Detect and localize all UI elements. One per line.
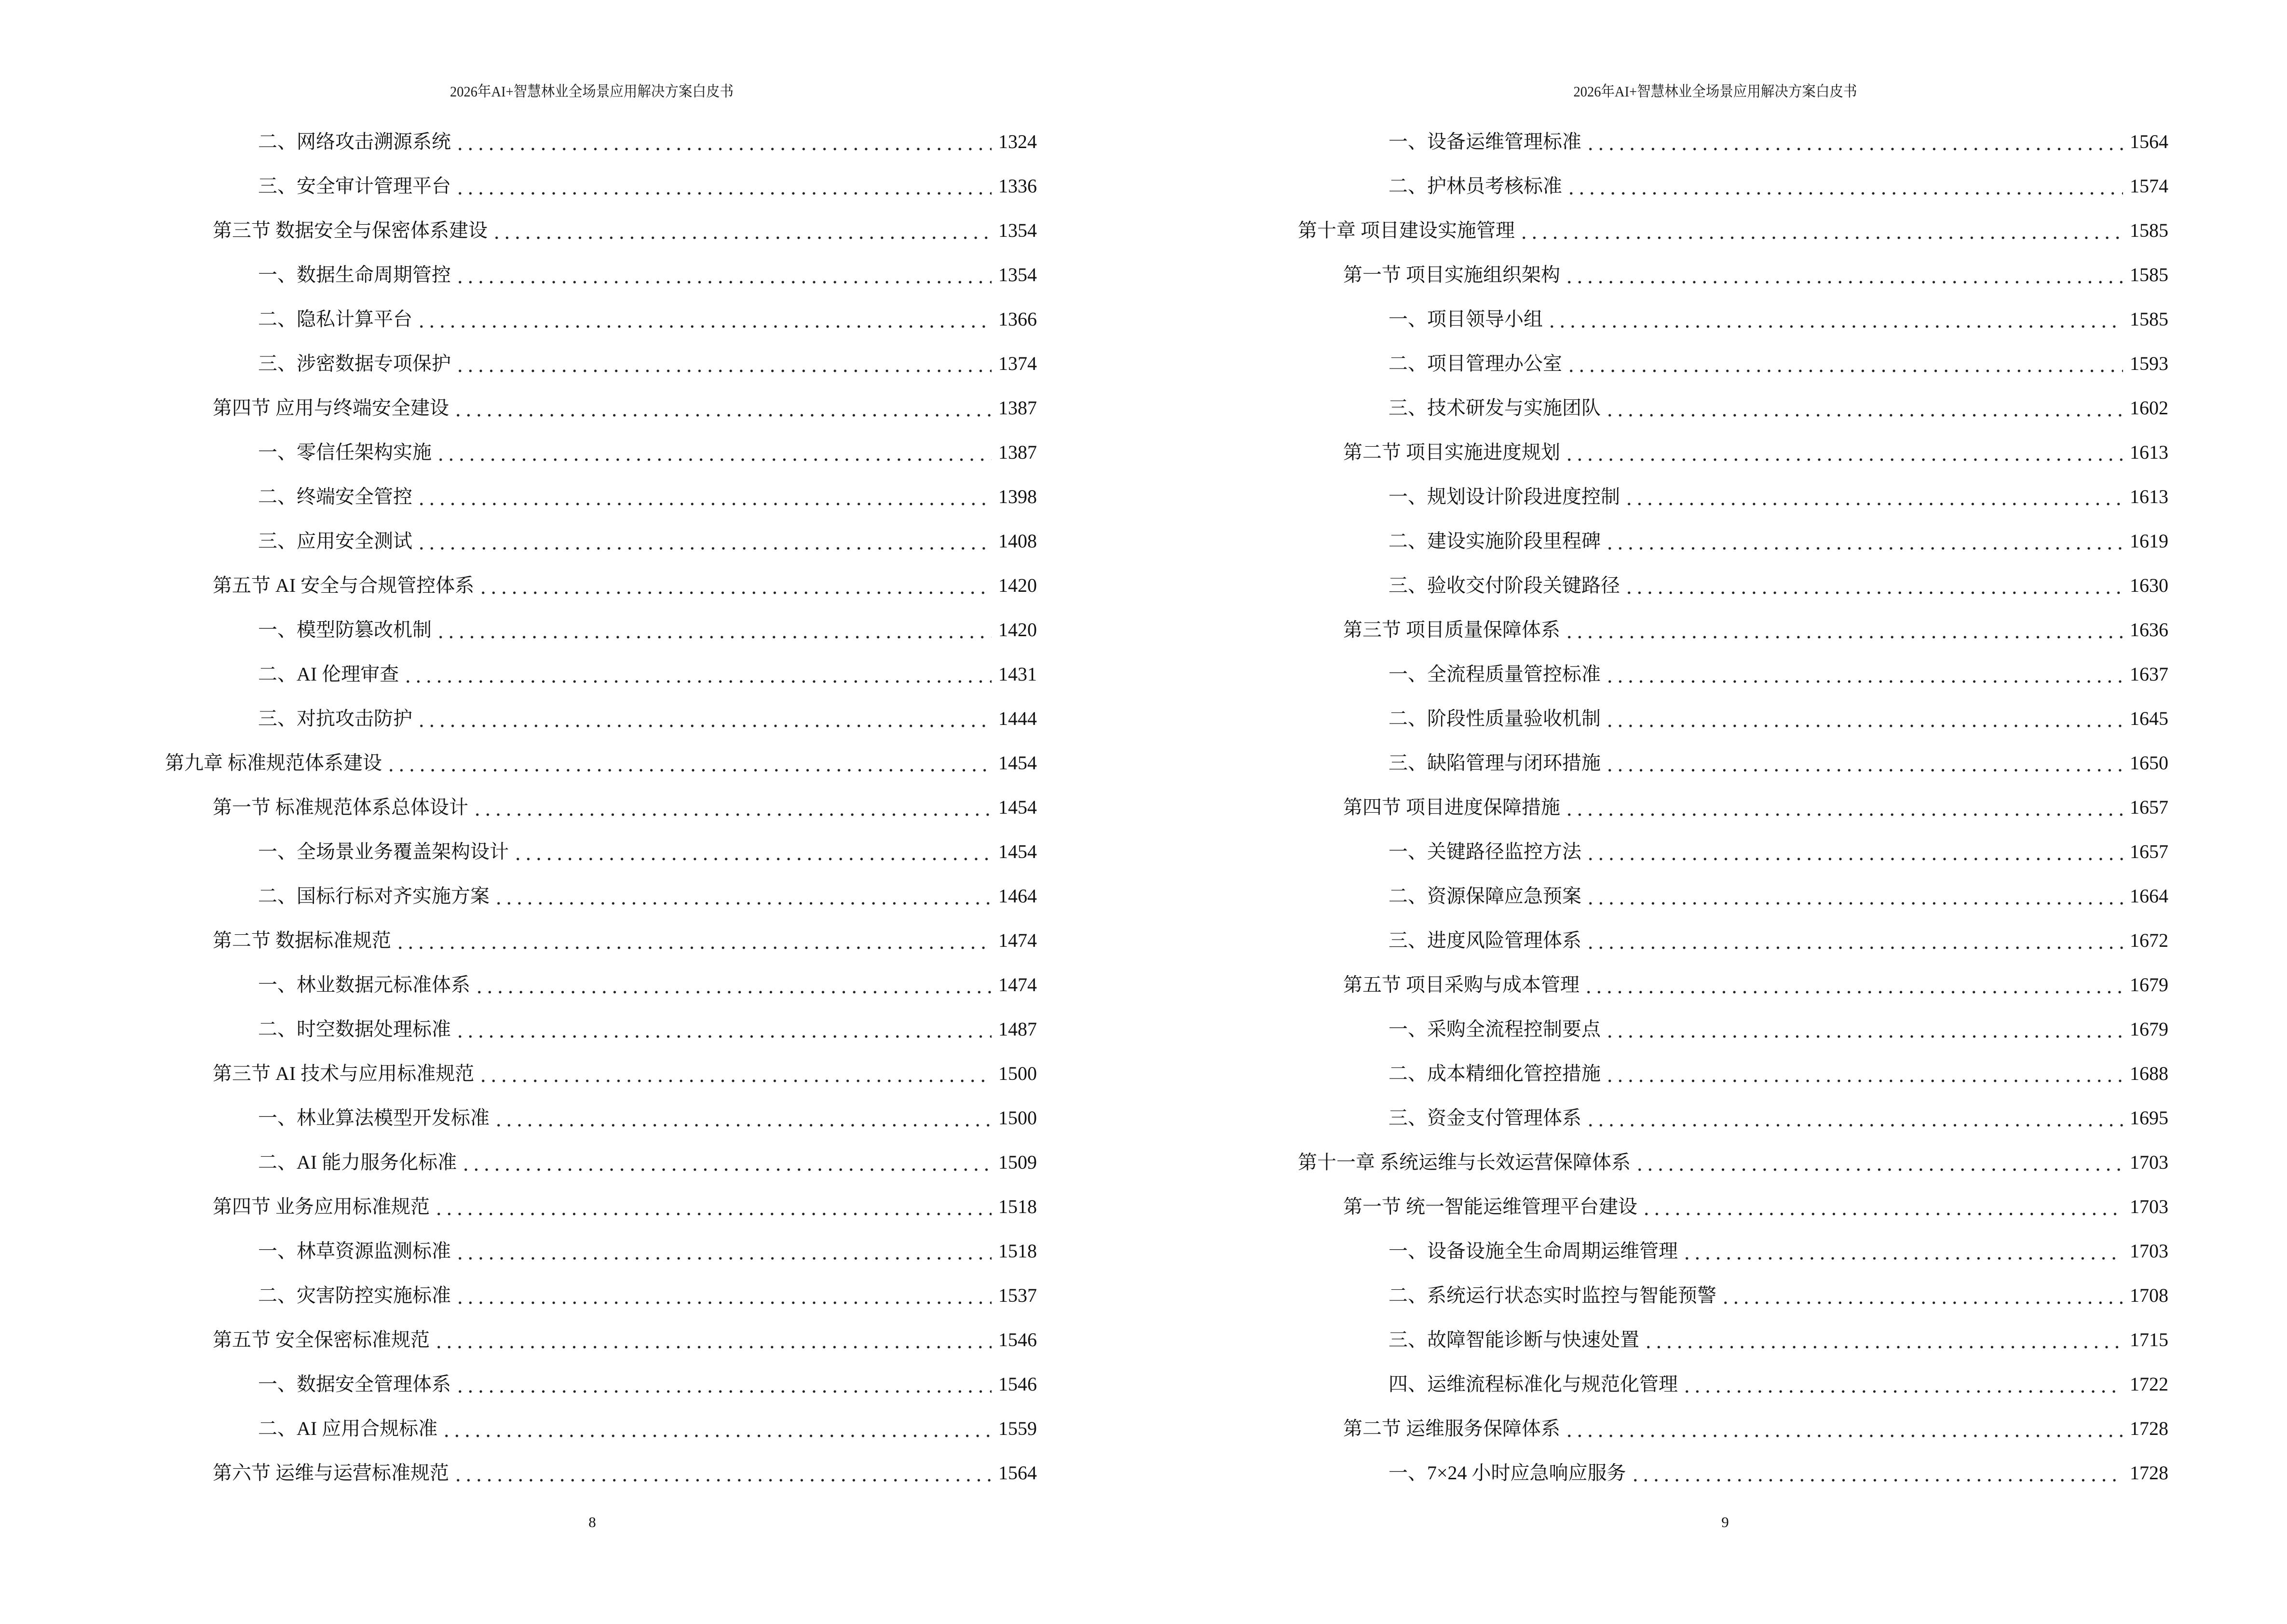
toc-entry-section[interactable] <box>0 1185 1037 1229</box>
dot-leader <box>416 487 992 506</box>
toc-entry-item[interactable] <box>0 963 1037 1007</box>
toc-entry-title: 一、项目领导小组 <box>1389 308 1543 330</box>
page-number: 8 <box>588 1514 596 1530</box>
dot-leader <box>1564 1419 2123 1438</box>
toc-entry-title: 第十章 项目建设实施管理 <box>1298 219 1515 241</box>
toc-entry-title: 第二节 项目实施进度规划 <box>1343 441 1560 463</box>
toc-entry-page-number: 1454 <box>998 841 1037 862</box>
dot-leader <box>436 443 992 462</box>
toc-entry-title: 第五节 项目采购与成本管理 <box>1343 974 1579 996</box>
toc-entry-page-number: 1585 <box>2130 308 2168 330</box>
toc-entry-title: 三、资金支付管理体系 <box>1389 1107 1581 1129</box>
toc-entry-page-number: 1518 <box>998 1196 1037 1217</box>
toc-entry-title: 一、设备设施全生命周期运维管理 <box>1389 1240 1678 1262</box>
dot-leader <box>493 887 992 906</box>
toc-entry-item[interactable] <box>1144 1051 2168 1096</box>
toc-entry-page-number: 1518 <box>998 1240 1037 1262</box>
toc-entry-item[interactable] <box>1144 696 2168 741</box>
toc-entry-title: 第三节 数据安全与保密体系建设 <box>213 219 488 241</box>
toc-entry-section[interactable] <box>1144 430 2168 475</box>
toc-entry-page-number: 1546 <box>998 1329 1037 1351</box>
toc-entry-item[interactable] <box>1144 1451 2168 1495</box>
toc-entry-page-number: 1728 <box>2130 1418 2168 1439</box>
dot-leader <box>1585 1108 2123 1128</box>
dot-leader <box>386 753 992 773</box>
toc-entry-page-number: 1500 <box>998 1107 1037 1129</box>
toc-entry-page-number: 1722 <box>2130 1373 2168 1395</box>
toc-entry-title: 第三节 AI 技术与应用标准规范 <box>213 1063 475 1084</box>
toc-entry-item[interactable] <box>1144 652 2168 696</box>
toc-entry-item[interactable] <box>0 1362 1037 1406</box>
toc-entry-page-number: 1336 <box>998 175 1037 197</box>
dot-leader <box>455 177 992 196</box>
toc-entry-page-number: 1703 <box>2130 1196 2168 1217</box>
dot-leader <box>1605 665 2123 684</box>
toc-entry-title: 第十一章 系统运维与长效运营保障体系 <box>1298 1151 1631 1173</box>
dot-leader <box>1566 354 2123 373</box>
toc-entry-item[interactable] <box>0 1096 1037 1140</box>
toc-entry-page-number: 1324 <box>998 131 1037 152</box>
toc-entry-item[interactable] <box>0 874 1037 918</box>
toc-entry-title: 一、林草资源监测标准 <box>258 1240 451 1262</box>
toc-entry-title: 二、护林员考核标准 <box>1389 175 1562 197</box>
toc-entry-page-number: 1564 <box>2130 131 2168 152</box>
dot-leader <box>1585 887 2123 906</box>
dot-leader <box>1682 1375 2123 1394</box>
toc-entry-page-number: 1672 <box>2130 929 2168 951</box>
toc-entry-title: 二、时空数据处理标准 <box>258 1018 451 1040</box>
toc-entry-page-number: 1613 <box>2130 441 2168 463</box>
toc-entry-title: 一、数据生命周期管控 <box>258 264 451 286</box>
dot-leader <box>455 1286 992 1305</box>
dot-leader <box>1605 753 2123 773</box>
toc-entry-page-number: 1645 <box>2130 708 2168 729</box>
dot-leader <box>453 398 992 418</box>
toc-entry-item[interactable] <box>1144 519 2168 563</box>
dot-leader <box>1585 842 2123 861</box>
toc-entry-item[interactable] <box>1144 1273 2168 1318</box>
toc-entry-title: 三、应用安全测试 <box>258 530 412 552</box>
toc-entry-title: 第二节 运维服务保障体系 <box>1343 1418 1560 1439</box>
dot-leader <box>1547 310 2123 329</box>
toc-entry-item[interactable] <box>0 120 1037 164</box>
toc-entry-page-number: 1630 <box>2130 574 2168 596</box>
toc-entry-page-number: 1715 <box>2130 1329 2168 1351</box>
right-page <box>1144 0 2287 1624</box>
dot-leader <box>455 132 992 151</box>
toc-entry-title: 第四节 业务应用标准规范 <box>213 1196 430 1217</box>
toc-entry-page-number: 1387 <box>998 397 1037 419</box>
toc-entry-title: 一、设备运维管理标准 <box>1389 131 1581 152</box>
toc-list-left <box>0 120 1037 1495</box>
toc-entry-item[interactable] <box>0 608 1037 652</box>
toc-entry-section[interactable] <box>1144 253 2168 297</box>
toc-entry-page-number: 1546 <box>998 1373 1037 1395</box>
toc-entry-title: 二、成本精细化管控措施 <box>1389 1063 1601 1084</box>
toc-entry-title: 二、AI 能力服务化标准 <box>258 1151 457 1173</box>
toc-entry-title: 二、灾害防控实施标准 <box>258 1284 451 1306</box>
dot-leader <box>434 1197 992 1216</box>
toc-entry-title: 二、国标行标对齐实施方案 <box>258 885 490 907</box>
toc-entry-title: 二、AI 伦理审查 <box>258 663 399 685</box>
dot-leader <box>478 1064 992 1083</box>
toc-entry-page-number: 1487 <box>998 1018 1037 1040</box>
toc-entry-item[interactable] <box>1144 830 2168 874</box>
toc-entry-title: 二、建设实施阶段里程碑 <box>1389 530 1601 552</box>
toc-entry-chapter[interactable] <box>0 741 1037 785</box>
dot-leader <box>436 620 992 640</box>
toc-entry-section[interactable] <box>0 1318 1037 1362</box>
dot-leader <box>1624 576 2123 595</box>
toc-entry-title: 三、涉密数据专项保护 <box>258 353 451 374</box>
toc-entry-title: 三、故障智能诊断与快速处置 <box>1389 1329 1639 1351</box>
dot-leader <box>461 1153 992 1172</box>
toc-entry-title: 一、采购全流程控制要点 <box>1389 1018 1601 1040</box>
dot-leader <box>455 1375 992 1394</box>
dot-leader <box>1605 532 2123 551</box>
toc-entry-page-number: 1474 <box>998 974 1037 996</box>
toc-entry-section[interactable] <box>1144 1406 2168 1451</box>
dot-leader <box>1566 177 2123 196</box>
toc-entry-item[interactable] <box>1144 741 2168 785</box>
toc-entry-page-number: 1703 <box>2130 1151 2168 1173</box>
toc-entry-page-number: 1431 <box>998 663 1037 685</box>
dot-leader <box>493 1108 992 1128</box>
toc-entry-title: 四、运维流程标准化与规范化管理 <box>1389 1373 1678 1395</box>
toc-entry-title: 一、模型防篡改机制 <box>258 619 432 641</box>
toc-entry-item[interactable] <box>0 696 1037 741</box>
toc-entry-item[interactable] <box>1144 1318 2168 1362</box>
toc-entry-title: 第四节 应用与终端安全建设 <box>213 397 449 419</box>
toc-entry-item[interactable] <box>0 430 1037 475</box>
toc-entry-item[interactable] <box>0 253 1037 297</box>
dot-leader <box>1583 975 2123 995</box>
toc-entry-page-number: 1509 <box>998 1151 1037 1173</box>
toc-entry-page-number: 1366 <box>998 308 1037 330</box>
toc-entry-page-number: 1602 <box>2130 397 2168 419</box>
toc-entry-section[interactable] <box>1144 1185 2168 1229</box>
toc-entry-section[interactable] <box>0 386 1037 430</box>
toc-entry-item[interactable] <box>1144 297 2168 341</box>
toc-entry-title: 第四节 项目进度保障措施 <box>1343 796 1560 818</box>
toc-entry-section[interactable] <box>0 1051 1037 1096</box>
toc-entry-page-number: 1420 <box>998 574 1037 596</box>
page-number: 9 <box>1721 1514 1729 1530</box>
toc-entry-title: 二、阶段性质量验收机制 <box>1389 708 1601 729</box>
toc-list-right <box>1144 120 2168 1495</box>
toc-entry-page-number: 1354 <box>998 219 1037 241</box>
toc-entry-section[interactable] <box>0 563 1037 608</box>
dot-leader <box>455 265 992 285</box>
toc-entry-item[interactable] <box>1144 1362 2168 1406</box>
toc-entry-item[interactable] <box>0 1007 1037 1051</box>
toc-entry-title: 第一节 统一智能运维管理平台建设 <box>1343 1196 1637 1217</box>
toc-entry-title: 第一节 标准规范体系总体设计 <box>213 796 468 818</box>
dot-leader <box>1564 443 2123 462</box>
toc-entry-item[interactable] <box>1144 874 2168 918</box>
toc-entry-title: 第五节 安全保密标准规范 <box>213 1329 430 1351</box>
toc-entry-page-number: 1657 <box>2130 841 2168 862</box>
dot-leader <box>403 665 992 684</box>
toc-entry-title: 一、数据安全管理体系 <box>258 1373 451 1395</box>
dot-leader <box>441 1419 992 1438</box>
dot-leader <box>1605 1064 2123 1083</box>
toc-entry-page-number: 1619 <box>2130 530 2168 552</box>
toc-entry-item[interactable] <box>0 830 1037 874</box>
toc-entry-item[interactable] <box>1144 563 2168 608</box>
toc-entry-title: 第二节 数据标准规范 <box>213 929 391 951</box>
dot-leader <box>1585 931 2123 950</box>
toc-entry-page-number: 1374 <box>998 353 1037 374</box>
toc-entry-title: 一、全流程质量管控标准 <box>1389 663 1601 685</box>
toc-entry-page-number: 1474 <box>998 929 1037 951</box>
toc-entry-page-number: 1420 <box>998 619 1037 641</box>
dot-leader <box>455 1020 992 1039</box>
toc-entry-title: 三、验收交付阶段关键路径 <box>1389 574 1620 596</box>
toc-entry-item[interactable] <box>0 341 1037 386</box>
toc-entry-page-number: 1708 <box>2130 1284 2168 1306</box>
toc-entry-item[interactable] <box>1144 341 2168 386</box>
toc-entry-item[interactable] <box>0 1406 1037 1451</box>
toc-entry-page-number: 1636 <box>2130 619 2168 641</box>
toc-entry-title: 三、缺陷管理与闭环措施 <box>1389 752 1601 774</box>
toc-entry-title: 二、AI 应用合规标准 <box>258 1418 438 1439</box>
toc-entry-page-number: 1695 <box>2130 1107 2168 1129</box>
toc-entry-title: 二、系统运行状态实时监控与智能预警 <box>1389 1284 1716 1306</box>
toc-entry-title: 二、项目管理办公室 <box>1389 353 1562 374</box>
toc-entry-item[interactable] <box>1144 1229 2168 1273</box>
toc-entry-section[interactable] <box>1144 963 2168 1007</box>
toc-entry-title: 一、关键路径监控方法 <box>1389 841 1581 862</box>
toc-entry-page-number: 1574 <box>2130 175 2168 197</box>
toc-entry-item[interactable] <box>0 297 1037 341</box>
toc-entry-page-number: 1454 <box>998 796 1037 818</box>
dot-leader <box>416 709 992 728</box>
toc-entry-page-number: 1703 <box>2130 1240 2168 1262</box>
dot-leader <box>1585 132 2123 151</box>
dot-leader <box>395 931 992 950</box>
toc-entry-page-number: 1728 <box>2130 1462 2168 1484</box>
dot-leader <box>478 576 992 595</box>
running-header: 2026年AI+智慧林业全场景应用解决方案白皮书 <box>1573 83 1857 100</box>
toc-entry-title: 第一节 项目实施组织架构 <box>1343 264 1560 286</box>
toc-entry-title: 一、7×24 小时应急响应服务 <box>1389 1462 1626 1484</box>
dot-leader <box>1564 620 2123 640</box>
toc-entry-title: 二、资源保障应急预案 <box>1389 885 1581 907</box>
dot-leader <box>455 1242 992 1261</box>
toc-entry-section[interactable] <box>0 1451 1037 1495</box>
toc-entry-title: 三、进度风险管理体系 <box>1389 929 1581 951</box>
dot-leader <box>1634 1153 2123 1172</box>
dot-leader <box>491 221 992 240</box>
dot-leader <box>1682 1242 2123 1261</box>
dot-leader <box>1643 1330 2123 1350</box>
dot-leader <box>453 1463 992 1483</box>
toc-entry-title: 三、安全审计管理平台 <box>258 175 451 197</box>
toc-entry-page-number: 1585 <box>2130 264 2168 286</box>
toc-entry-title: 三、对抗攻击防护 <box>258 708 412 729</box>
toc-entry-title: 一、规划设计阶段进度控制 <box>1389 486 1620 507</box>
toc-entry-title: 二、终端安全管控 <box>258 486 412 507</box>
toc-entry-section[interactable] <box>1144 785 2168 830</box>
running-header: 2026年AI+智慧林业全场景应用解决方案白皮书 <box>449 83 734 100</box>
dot-leader <box>434 1330 992 1350</box>
dot-leader <box>416 310 992 329</box>
dot-leader <box>1564 798 2123 817</box>
toc-entry-page-number: 1444 <box>998 708 1037 729</box>
dot-leader <box>513 842 992 861</box>
toc-entry-page-number: 1454 <box>998 752 1037 774</box>
dot-leader <box>474 975 992 995</box>
toc-entry-page-number: 1564 <box>998 1462 1037 1484</box>
toc-entry-item[interactable] <box>0 475 1037 519</box>
toc-entry-page-number: 1613 <box>2130 486 2168 507</box>
toc-entry-page-number: 1398 <box>998 486 1037 507</box>
toc-entry-page-number: 1593 <box>2130 353 2168 374</box>
toc-entry-item[interactable] <box>0 652 1037 696</box>
toc-entry-title: 第六节 运维与运营标准规范 <box>213 1462 449 1484</box>
dot-leader <box>1641 1197 2123 1216</box>
dot-leader <box>1720 1286 2123 1305</box>
toc-entry-page-number: 1387 <box>998 441 1037 463</box>
toc-entry-page-number: 1650 <box>2130 752 2168 774</box>
toc-entry-item[interactable] <box>0 1140 1037 1185</box>
toc-entry-item[interactable] <box>1144 386 2168 430</box>
toc-entry-item[interactable] <box>1144 475 2168 519</box>
toc-entry-item[interactable] <box>1144 120 2168 164</box>
toc-entry-item[interactable] <box>1144 918 2168 963</box>
toc-entry-page-number: 1679 <box>2130 974 2168 996</box>
dot-leader <box>472 798 992 817</box>
toc-entry-page-number: 1408 <box>998 530 1037 552</box>
dot-leader <box>1519 221 2123 240</box>
toc-entry-item[interactable] <box>0 519 1037 563</box>
toc-entry-page-number: 1537 <box>998 1284 1037 1306</box>
dot-leader <box>1605 398 2123 418</box>
dot-leader <box>1605 709 2123 728</box>
toc-entry-item[interactable] <box>0 1229 1037 1273</box>
dot-leader <box>416 532 992 551</box>
toc-entry-item[interactable] <box>1144 1096 2168 1140</box>
dot-leader <box>1630 1463 2123 1483</box>
toc-entry-title: 一、林业算法模型开发标准 <box>258 1107 490 1129</box>
toc-entry-page-number: 1637 <box>2130 663 2168 685</box>
toc-entry-title: 第三节 项目质量保障体系 <box>1343 619 1560 641</box>
toc-entry-page-number: 1500 <box>998 1063 1037 1084</box>
toc-entry-section[interactable] <box>0 208 1037 253</box>
toc-entry-title: 二、隐私计算平台 <box>258 308 412 330</box>
toc-entry-page-number: 1657 <box>2130 796 2168 818</box>
toc-entry-section[interactable] <box>1144 608 2168 652</box>
toc-entry-item[interactable] <box>1144 1007 2168 1051</box>
toc-entry-title: 一、林业数据元标准体系 <box>258 974 470 996</box>
toc-entry-item[interactable] <box>0 164 1037 208</box>
toc-entry-title: 第五节 AI 安全与合规管控体系 <box>213 574 475 596</box>
toc-entry-page-number: 1679 <box>2130 1018 2168 1040</box>
toc-entry-item[interactable] <box>0 1273 1037 1318</box>
toc-entry-page-number: 1664 <box>2130 885 2168 907</box>
toc-entry-page-number: 1585 <box>2130 219 2168 241</box>
toc-entry-page-number: 1559 <box>998 1418 1037 1439</box>
toc-entry-title: 第九章 标准规范体系建设 <box>165 752 382 774</box>
toc-entry-section[interactable] <box>0 918 1037 963</box>
toc-entry-page-number: 1464 <box>998 885 1037 907</box>
dot-leader <box>455 354 992 373</box>
toc-entry-chapter[interactable] <box>1144 1140 2168 1185</box>
toc-entry-title: 三、技术研发与实施团队 <box>1389 397 1601 419</box>
toc-entry-title: 一、零信任架构实施 <box>258 441 432 463</box>
dot-leader <box>1624 487 2123 506</box>
toc-entry-item[interactable] <box>1144 164 2168 208</box>
dot-leader <box>1605 1020 2123 1039</box>
toc-entry-page-number: 1688 <box>2130 1063 2168 1084</box>
toc-entry-page-number: 1354 <box>998 264 1037 286</box>
toc-entry-chapter[interactable] <box>1144 208 2168 253</box>
dot-leader <box>1564 265 2123 285</box>
toc-entry-title: 一、全场景业务覆盖架构设计 <box>258 841 509 862</box>
toc-entry-title: 二、网络攻击溯源系统 <box>258 131 451 152</box>
toc-entry-section[interactable] <box>0 785 1037 830</box>
